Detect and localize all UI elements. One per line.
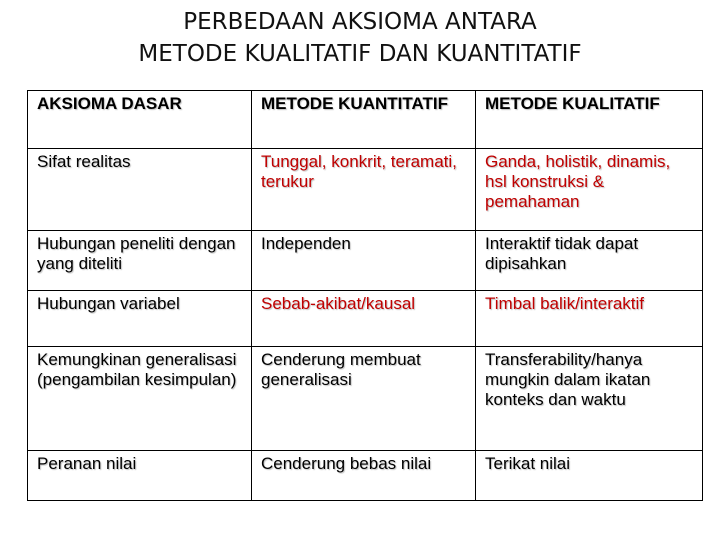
table-row xyxy=(28,347,703,451)
header-aksioma-dasar: AKSIOMA DASAR xyxy=(28,91,252,149)
row-4-aksioma: Kemungkinan generalisasi (pengambilan kesimpulan) xyxy=(28,347,252,451)
row-1-kuantitatif: Tunggal, konkrit, teramati, terukur xyxy=(252,149,476,231)
row-2-kualitatif: Interaktif tidak dapat dipisahkan xyxy=(476,231,703,291)
header-metode-kuantitatif: METODE KUANTITATIF xyxy=(252,91,476,149)
row-5-kuantitatif: Cenderung bebas nilai xyxy=(252,451,476,501)
row-3-aksioma: Hubungan variabel xyxy=(28,291,252,347)
table-header-row xyxy=(28,91,703,149)
table-row xyxy=(28,291,703,347)
row-4-kuantitatif: Cenderung membuat generalisasi xyxy=(252,347,476,451)
slide-title xyxy=(0,6,720,70)
row-5-aksioma: Peranan nilai xyxy=(28,451,252,501)
row-2-aksioma: Hubungan peneliti dengan yang diteliti xyxy=(28,231,252,291)
row-2-kuantitatif: Independen xyxy=(252,231,476,291)
row-3-kuantitatif: Sebab-akibat/kausal xyxy=(252,291,476,347)
row-5-kualitatif: Terikat nilai xyxy=(476,451,703,501)
row-1-kualitatif: Ganda, holistik, dinamis, hsl konstruksi & pemahaman xyxy=(476,149,703,231)
table-row xyxy=(28,149,703,231)
title-line-2: METODE KUALITATIF DAN KUANTITATIF xyxy=(138,41,582,67)
header-metode-kualitatif: METODE KUALITATIF xyxy=(476,91,703,149)
row-4-kualitatif: Transferability/hanya mungkin dalam ikatan konteks dan waktu xyxy=(476,347,703,451)
row-3-kualitatif: Timbal balik/interaktif xyxy=(476,291,703,347)
comparison-table xyxy=(27,90,703,501)
row-1-aksioma: Sifat realitas xyxy=(28,149,252,231)
title-line-1: PERBEDAAN AKSIOMA ANTARA xyxy=(183,9,537,35)
table-row xyxy=(28,451,703,501)
table-row xyxy=(28,231,703,291)
